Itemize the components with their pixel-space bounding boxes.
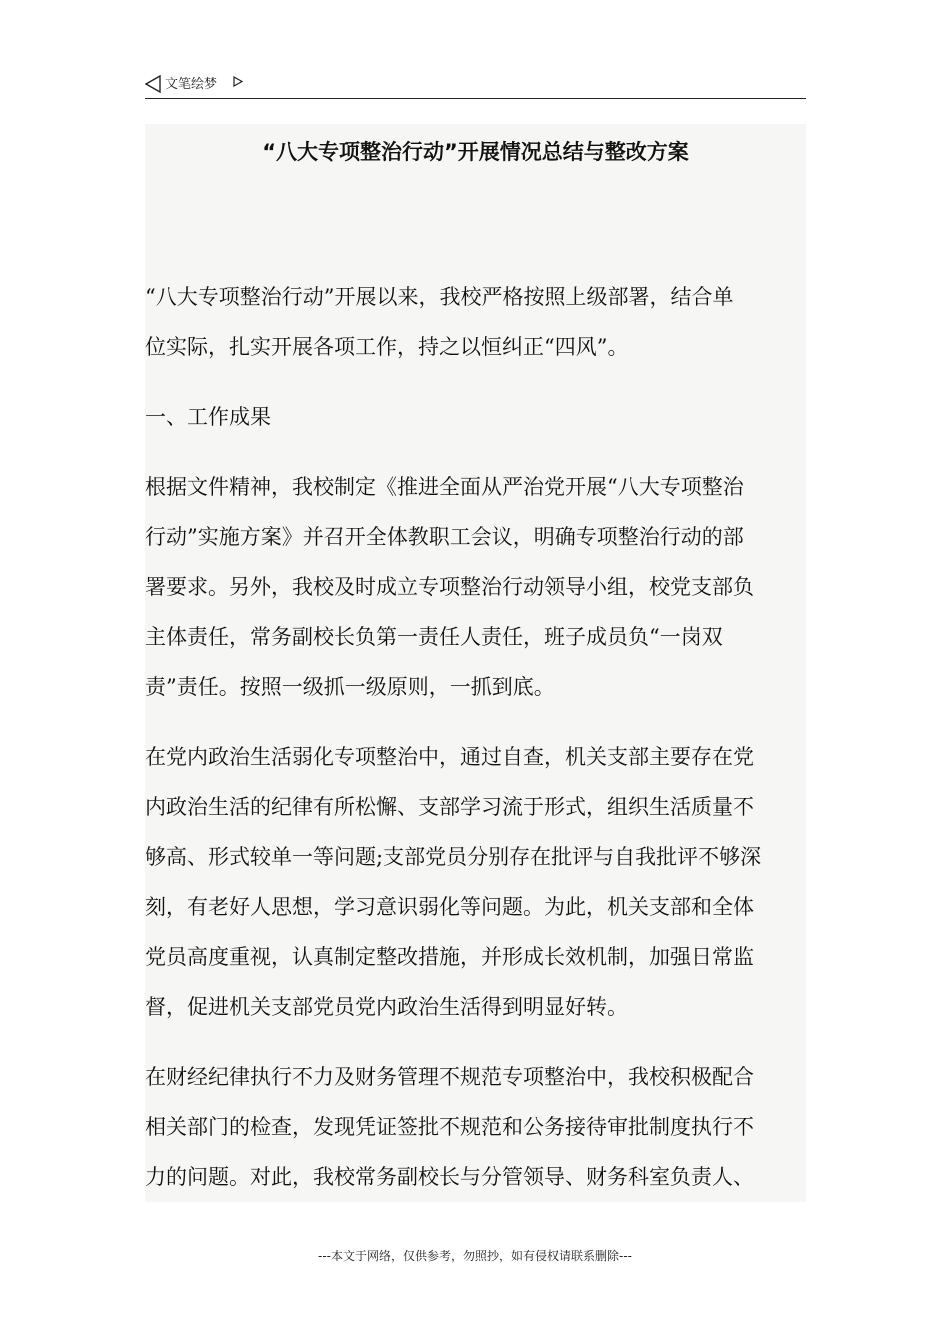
paragraph-line: 行动”实施方案》并召开全体教职工会议，明确专项整治行动的部 — [145, 525, 744, 549]
document-title: “八大专项整治行动”开展情况总结与整改方案 — [262, 140, 689, 164]
paragraph-line: 刻，有老好人思想，学习意识弱化等问题。为此，机关支部和全体 — [145, 895, 754, 919]
paragraph-line: 责”责任。按照一级抓一级原则，一抓到底。 — [145, 675, 555, 699]
paragraph-line: 位实际，扎实开展各项工作，持之以恒纠正“四风”。 — [145, 335, 629, 359]
paragraph — [145, 1052, 806, 1202]
paragraph — [145, 462, 806, 712]
paragraph-line: 一、工作成果 — [145, 405, 271, 429]
triangle-right-outline-icon — [233, 76, 243, 87]
paragraph-line: 相关部门的检查，发现凭证签批不规范和公务接待审批制度执行不 — [145, 1115, 754, 1139]
document-body — [145, 124, 806, 1202]
paragraph-line: 根据文件精神，我校制定《推进全面从严治党开展“八大专项整治 — [145, 475, 744, 499]
paragraph-line: “八大专项整治行动”开展以来，我校严格按照上级部署，结合单 — [145, 285, 734, 309]
paragraph-line: 在党内政治生活弱化专项整治中，通过自查，机关支部主要存在党 — [145, 745, 754, 769]
paragraph-line: 党员高度重视，认真制定整改措施，并形成长效机制，加强日常监 — [145, 945, 754, 969]
document-paragraphs — [145, 272, 806, 1202]
paragraph — [145, 272, 806, 372]
page-header — [145, 72, 806, 99]
triangle-left-outline-icon — [145, 75, 161, 93]
paragraph-line: 力的问题。对此，我校常务副校长与分管领导、财务科室负责人、 — [145, 1165, 754, 1189]
footer-notice: ---本文于网络，仅供参考，勿照抄，如有侵权请联系删除--- — [318, 1249, 632, 1263]
section-heading — [145, 392, 806, 442]
paragraph-line: 主体责任，常务副校长负第一责任人责任，班子成员负“一岗双 — [145, 625, 723, 649]
paragraph — [145, 732, 806, 1032]
header-brand-text: 文笔绘梦 — [165, 77, 218, 92]
paragraph-line: 够高、形式较单一等问题;支部党员分别存在批评与自我批评不够深 — [145, 845, 762, 869]
paragraph-line: 督，促进机关支部党员党内政治生活得到明显好转。 — [145, 995, 628, 1019]
paragraph-line: 在财经纪律执行不力及财务管理不规范专项整治中，我校积极配合 — [145, 1065, 754, 1089]
paragraph-line: 署要求。另外，我校及时成立专项整治行动领导小组，校党支部负 — [145, 575, 754, 599]
paragraph-line: 内政治生活的纪律有所松懈、支部学习流于形式，组织生活质量不 — [145, 795, 754, 819]
